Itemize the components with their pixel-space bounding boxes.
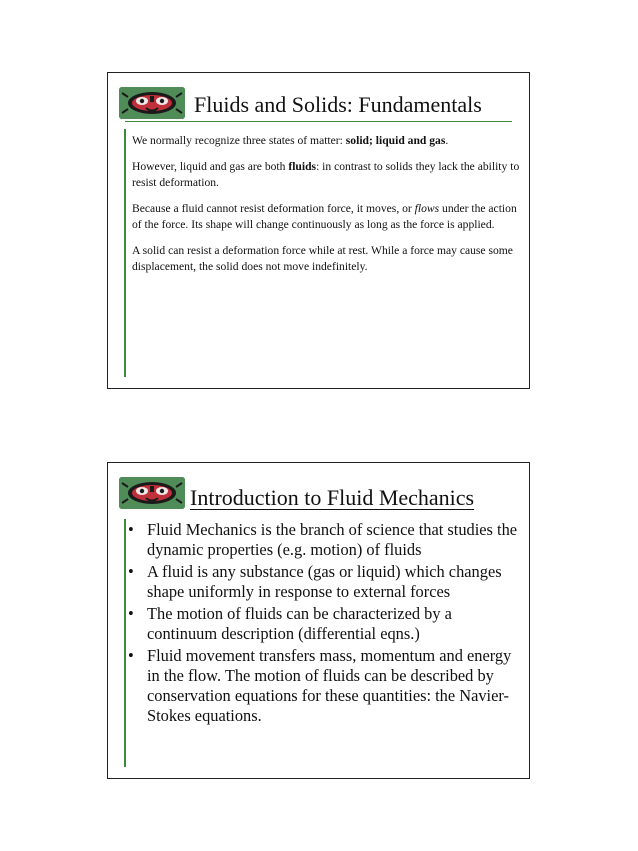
bullet-icon: • <box>128 562 134 581</box>
paragraph: A solid can resist a deformation force while at rest. While a force may cause some displacement, the solid does not move indefinitely. <box>132 244 513 273</box>
slide-title: Fluids and Solids: Fundamentals <box>194 92 482 117</box>
haida-emblem-icon <box>119 477 185 509</box>
bullet-list <box>124 520 526 728</box>
left-accent-rule <box>124 129 126 377</box>
slide-intro-fluid-mechanics <box>107 462 530 779</box>
list-item: • The motion of fluids can be characterized by a continuum description (differential eqns.) <box>128 604 452 643</box>
bullet-icon: • <box>128 604 134 623</box>
list-item: • Fluid Mechanics is the branch of science that studies the dynamic properties (e.g. motion) of fluids <box>128 520 518 559</box>
haida-emblem-icon <box>119 87 185 119</box>
slide-fluids-and-solids <box>107 72 530 389</box>
paragraph: We normally recognize three states of matter: solid; liquid and gas. <box>132 134 449 147</box>
list-item: • Fluid movement transfers mass, momentum and energy in the flow. The motion of fluids can be described by conservation equations for these quantities: the Navier-Stokes equations. <box>128 646 512 725</box>
list-item: • A fluid is any substance (gas or liquid) which changes shape uniformly in response to external forces <box>128 562 502 601</box>
slide-title: Introduction to Fluid Mechanics <box>190 485 475 510</box>
bullet-icon: • <box>128 520 134 539</box>
slide-body <box>132 133 524 285</box>
bullet-icon: • <box>128 646 134 665</box>
paragraph: However, liquid and gas are both fluids: in contrast to solids they lack the ability to resist deformation. <box>132 160 520 189</box>
paragraph: Because a fluid cannot resist deformation force, it moves, or flows under the action of the force. Its shape will change continuously as long as the force is applied. <box>132 202 517 231</box>
title-underline <box>125 121 512 122</box>
